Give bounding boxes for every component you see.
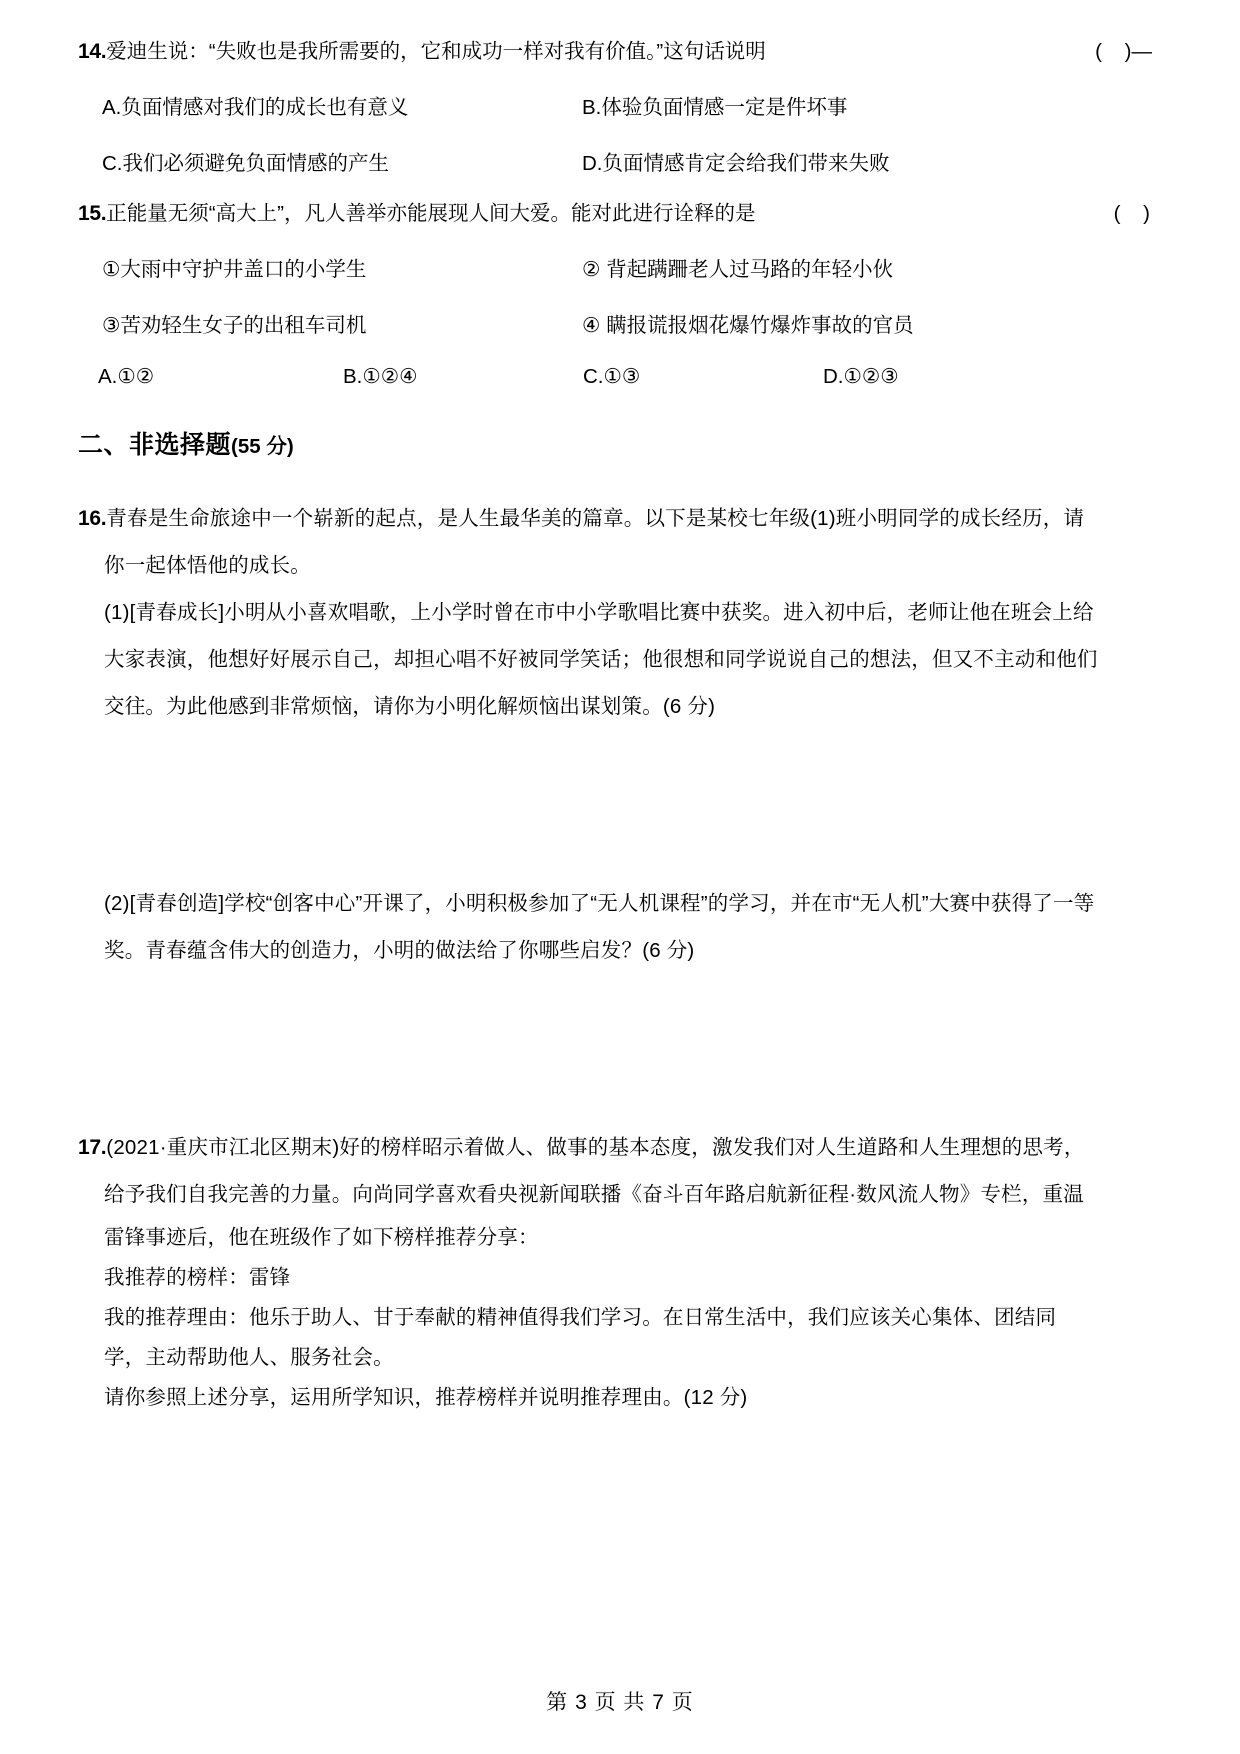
question-15-number: 15. <box>78 202 107 225</box>
question-15-answer-b: B.①②④ <box>343 365 418 388</box>
question-17-reason-line-1: 我的推荐理由：他乐于助人、甘于奉献的精神值得我们学习。在日常生活中，我们应该关心集体、团结同 <box>104 1306 1057 1329</box>
question-16-number: 16. <box>78 507 107 530</box>
question-15 <box>78 202 1150 389</box>
section-heading-title: 二、非选择题 <box>78 431 232 459</box>
question-15-statement-3: ③苦劝轻生女子的出租车司机 <box>102 314 367 337</box>
question-16-sub1-answer-space[interactable] <box>78 730 1150 880</box>
question-15-statements-row-1 <box>78 252 1150 282</box>
question-17-answer-space[interactable] <box>78 1418 1150 1568</box>
section-heading-marks: (55 分) <box>231 435 294 458</box>
question-15-answer-c: C.①③ <box>583 365 641 388</box>
question-14-option-c: C.我们必须避免负面情感的产生 <box>102 152 389 175</box>
question-17-reason-line-2: 学，主动帮助他人、服务社会。 <box>104 1346 394 1369</box>
question-16-sub1-line-1: (1)[青春成长]小明从小喜欢唱歌，上小学时曾在市中小学歌唱比赛中获奖。进入初中后，老师让他在班会上给 <box>104 601 1094 624</box>
question-16 <box>78 495 1150 1124</box>
question-14 <box>78 40 1150 176</box>
question-17-line-1 <box>78 1124 1150 1171</box>
question-15-answer-d: D.①②③ <box>823 365 899 388</box>
question-17-task-line: 请你参照上述分享，运用所学知识，推荐榜样并说明推荐理由。(12 分) <box>104 1386 748 1409</box>
question-15-answer-bracket: ( ) <box>1113 202 1150 225</box>
question-14-option-a: A.负面情感对我们的成长也有意义 <box>102 96 409 119</box>
question-16-intro-line-1 <box>78 495 1150 542</box>
question-17-text-1: (2021·重庆市江北区期末)好的榜样昭示着做人、做事的基本态度，激发我们对人生道路和人生理想的思考， <box>106 1136 1085 1159</box>
question-16-intro-line-2: 你一起体悟他的成长。 <box>104 554 311 577</box>
question-16-sub1-line-3: 交往。为此他感到非常烦恼，请你为小明化解烦恼出谋划策。(6 分) <box>104 695 716 718</box>
question-14-options-row-2 <box>78 146 1150 176</box>
question-15-statement-2: ② 背起蹒跚老人过马路的年轻小伙 <box>582 258 894 281</box>
question-17-number: 17. <box>78 1136 107 1159</box>
question-14-stem <box>78 40 766 64</box>
question-15-statements-row-2 <box>78 308 1150 338</box>
question-15-answer-a: A.①② <box>98 365 155 388</box>
question-15-statement-4: ④ 瞒报谎报烟花爆竹爆炸事故的官员 <box>582 314 914 337</box>
question-16-intro-text-1: 青春是生命旅途中一个崭新的起点，是人生最华美的篇章。以下是某校七年级(1)班小明同学的成长经历，请 <box>106 507 1085 530</box>
question-15-stem-row <box>78 202 1150 226</box>
question-14-options-row-1 <box>78 90 1150 120</box>
page-footer: 第 3 页 共 7 页 <box>546 1691 694 1714</box>
question-15-stem-text: 正能量无须“高大上”，凡人善举亦能展现人间大爱。能对此进行诠释的是 <box>106 202 756 225</box>
question-14-stem-row <box>78 40 1150 64</box>
question-15-answer-row <box>78 364 1150 389</box>
question-15-stem <box>78 202 755 226</box>
question-17 <box>78 1124 1150 1568</box>
question-14-option-d: D.负面情感肯定会给我们带来失败 <box>582 152 890 175</box>
question-16-sub2-line-1: (2)[青春创造]学校“创客中心”开课了，小明积极参加了“无人机课程”的学习，并在市“无人机”大赛中获得了一等 <box>104 892 1095 915</box>
question-16-sub2-answer-space[interactable] <box>78 974 1150 1124</box>
question-14-stem-text: 爱迪生说：“失败也是我所需要的，它和成功一样对我有价值。”这句话说明 <box>106 40 766 63</box>
question-17-line-2: 给予我们自我完善的力量。向尚同学喜欢看央视新闻联播《奋斗百年路启航新征程·数风流人物》专栏，重温 <box>104 1183 1084 1206</box>
question-17-recommended-model: 我推荐的榜样：雷锋 <box>104 1266 291 1289</box>
question-15-statement-1: ①大雨中守护井盖口的小学生 <box>102 258 367 281</box>
question-14-option-b: B.体验负面情感一定是件坏事 <box>582 96 848 119</box>
question-14-answer-bracket: ( ) — <box>1085 40 1150 64</box>
question-16-sub1-line-2: 大家表演，他想好好展示自己，却担心唱不好被同学笑话；他很想和同学说说自己的想法，但又不主动和他们 <box>104 648 1098 671</box>
section-heading <box>78 425 1150 461</box>
question-14-number: 14. <box>78 40 107 63</box>
question-16-sub2-line-2: 奖。青春蕴含伟大的创造力，小明的做法给了你哪些启发？(6 分) <box>104 939 695 962</box>
question-17-line-3: 雷锋事迹后，他在班级作了如下榜样推荐分享： <box>104 1226 539 1249</box>
